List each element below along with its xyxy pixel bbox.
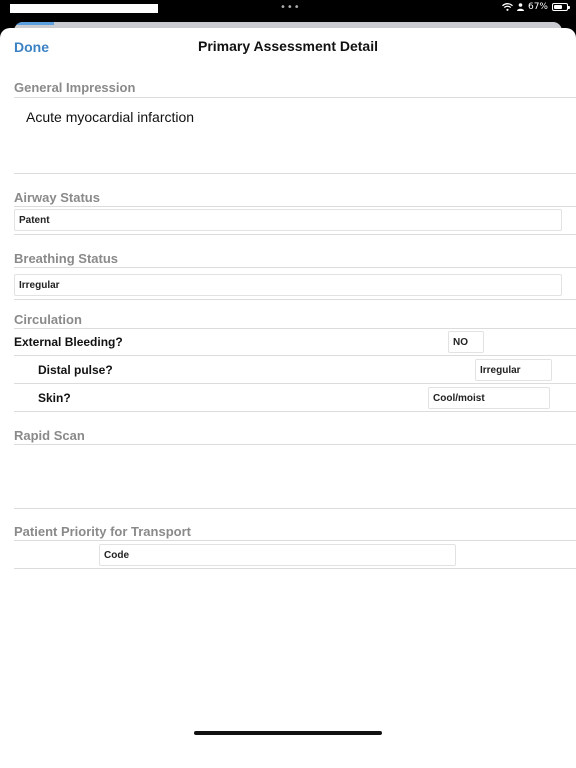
divider [14, 206, 576, 207]
external-bleeding-field[interactable]: NO [448, 331, 484, 353]
status-indicators [502, 2, 568, 12]
divider [14, 234, 576, 235]
divider [14, 328, 576, 329]
external-bleeding-label: External Bleeding? [14, 335, 123, 349]
section-header-general-impression: General Impression [14, 80, 136, 95]
done-button[interactable]: Done [14, 39, 49, 55]
divider [14, 540, 576, 541]
distal-pulse-label: Distal pulse? [38, 363, 113, 377]
skin-label: Skin? [38, 391, 71, 405]
battery-percent: 67% [527, 2, 548, 12]
section-header-patient-priority: Patient Priority for Transport [14, 524, 191, 539]
section-header-rapid-scan: Rapid Scan [14, 428, 85, 443]
person-icon [517, 3, 524, 11]
home-indicator[interactable] [194, 731, 382, 735]
divider [14, 444, 576, 445]
airway-status-field[interactable]: Patent [14, 209, 562, 231]
multitasking-dots-icon[interactable]: ••• [280, 2, 301, 13]
section-header-airway-status: Airway Status [14, 190, 100, 205]
page-title: Primary Assessment Detail [197, 38, 379, 54]
divider [14, 411, 576, 412]
patient-priority-field[interactable]: Code [99, 544, 456, 566]
divider [14, 355, 576, 356]
section-header-circulation: Circulation [14, 312, 82, 327]
rapid-scan-text-area[interactable] [14, 446, 576, 506]
battery-level [554, 5, 562, 9]
section-header-breathing-status: Breathing Status [14, 251, 119, 266]
navigation-bar [0, 28, 576, 64]
divider [14, 508, 576, 509]
wifi-icon [502, 3, 513, 11]
assessment-sheet [0, 28, 576, 768]
breathing-status-field[interactable]: Irregular [14, 274, 562, 296]
background-sheet-accent [14, 22, 54, 25]
distal-pulse-field[interactable]: Irregular [475, 359, 552, 381]
status-time-redacted [10, 4, 158, 13]
battery-icon [552, 3, 568, 11]
divider [14, 568, 576, 569]
divider [14, 299, 576, 300]
general-impression-text[interactable]: Acute myocardial infarction [26, 109, 195, 125]
divider [14, 383, 576, 384]
status-bar [0, 0, 576, 18]
skin-field[interactable]: Cool/moist [428, 387, 550, 409]
divider [14, 97, 576, 98]
divider [14, 267, 576, 268]
divider [14, 173, 576, 174]
